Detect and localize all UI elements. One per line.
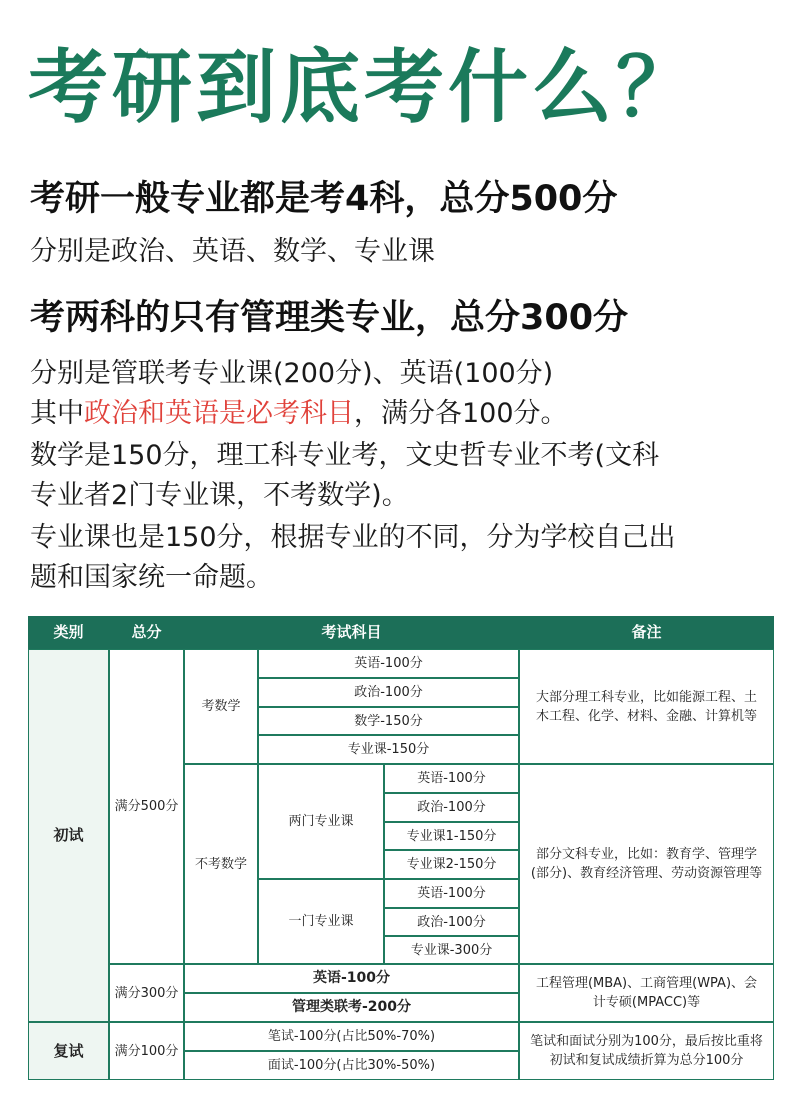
note-mgmt: 工程管理(MBA)、工商管理(WPA)、会计专硕(MPACC)等 bbox=[519, 964, 774, 1022]
two-major-row-major1: 专业课1-150分 bbox=[384, 822, 519, 850]
math-row-math: 数学-150分 bbox=[258, 707, 519, 735]
fushi-row-interview: 面试-100分(占比30%-50%) bbox=[184, 1051, 519, 1080]
total-100: 满分100分 bbox=[109, 1022, 184, 1080]
math-row-politics: 政治-100分 bbox=[258, 678, 519, 707]
required-subjects-line bbox=[30, 394, 790, 434]
one-major-row-major: 专业课-300分 bbox=[384, 936, 519, 964]
major-line-1: 专业课也是150分，根据专业的不同，分为学校自己出 bbox=[30, 522, 676, 553]
mgmt-row-english: 英语-100分 bbox=[184, 964, 519, 993]
major-line-2: 题和国家统一命题。 bbox=[30, 562, 273, 593]
note-fushi: 笔试和面试分别为100分，最后按比重将初试和复试成绩折算为总分100分 bbox=[519, 1022, 774, 1080]
required-highlight: 政治和英语是必考科目 bbox=[84, 398, 354, 429]
total-500: 满分500分 bbox=[109, 649, 184, 964]
group-with-math: 考数学 bbox=[184, 649, 258, 764]
required-suffix: ，满分各100分。 bbox=[354, 398, 568, 429]
group-two-major: 两门专业课 bbox=[258, 764, 384, 879]
mgmt-row-joint-exam: 管理类联考-200分 bbox=[184, 993, 519, 1022]
math-line-2: 专业者2门专业课，不考数学)。 bbox=[30, 480, 409, 511]
four-subjects-list: 分别是政治、英语、数学、专业课 bbox=[30, 236, 435, 267]
total-300: 满分300分 bbox=[109, 964, 184, 1022]
two-major-row-english: 英语-100分 bbox=[384, 764, 519, 793]
category-chushi: 初试 bbox=[28, 649, 109, 1022]
two-major-row-politics: 政治-100分 bbox=[384, 793, 519, 822]
note-with-math: 大部分理工科专业，比如能源工程、土木工程、化学、材料、金融、计算机等 bbox=[519, 649, 774, 764]
math-row-major: 专业课-150分 bbox=[258, 735, 519, 764]
note-no-math: 部分文科专业，比如：教育学、管理学(部分)、教育经济管理、劳动资源管理等 bbox=[519, 764, 774, 964]
math-row-english: 英语-100分 bbox=[258, 649, 519, 678]
one-major-row-politics: 政治-100分 bbox=[384, 908, 519, 936]
required-prefix: 其中 bbox=[30, 398, 84, 429]
header-subjects: 考试科目 bbox=[184, 616, 519, 649]
math-line-1: 数学是150分，理工科专业考，文史哲专业不考(文科 bbox=[30, 440, 660, 471]
group-no-math: 不考数学 bbox=[184, 764, 258, 964]
group-one-major: 一门专业课 bbox=[258, 879, 384, 964]
header-total: 总分 bbox=[109, 616, 184, 649]
category-fushi: 复试 bbox=[28, 1022, 109, 1080]
fushi-row-written: 笔试-100分(占比50%-70%) bbox=[184, 1022, 519, 1051]
heading-four-subjects: 考研一般专业都是考4科，总分500分 bbox=[30, 179, 618, 219]
two-major-row-major2: 专业课2-150分 bbox=[384, 850, 519, 879]
two-subjects-list: 分别是管联考专业课(200分)、英语(100分) bbox=[30, 358, 554, 389]
heading-two-subjects: 考两科的只有管理类专业，总分300分 bbox=[30, 298, 629, 338]
one-major-row-english: 英语-100分 bbox=[384, 879, 519, 908]
header-notes: 备注 bbox=[519, 616, 774, 649]
header-category: 类别 bbox=[28, 616, 109, 649]
page-title: 考研到底考什么？ bbox=[28, 41, 700, 134]
